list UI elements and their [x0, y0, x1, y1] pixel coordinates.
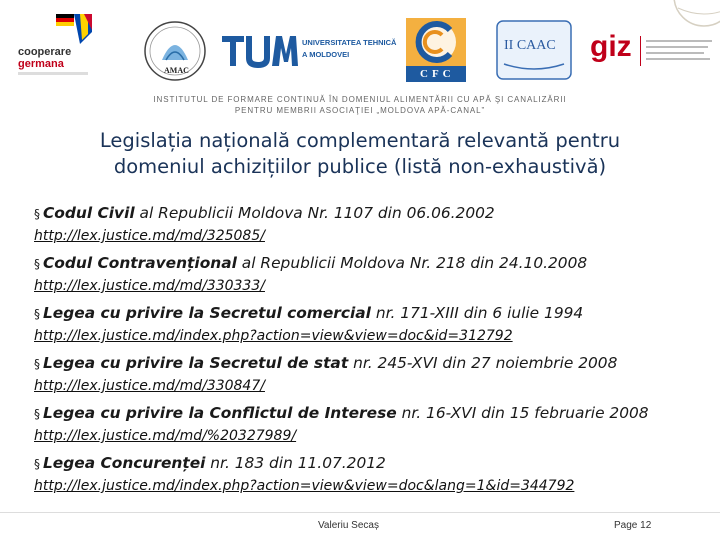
utm-line1: UNIVERSITATEA TEHNICĂ [302, 38, 397, 47]
item-title: Legea cu privire la Secretul de stat [43, 354, 349, 372]
law-link[interactable]: http://lex.justice.md/md/330847/ [34, 378, 265, 394]
item-details: nr. 171-XIII din 6 iulie 1994 [370, 304, 584, 322]
iicaac-logo [496, 20, 572, 80]
legislation-list [34, 202, 710, 502]
institute-line2: PENTRU MEMBRII ASOCIAŢIEI „MOLDOVA APĂ-CANAL” [234, 106, 486, 115]
bullet-icon: § [34, 457, 40, 471]
law-link[interactable]: http://lex.justice.md/md/330333/ [34, 278, 265, 294]
footer-author: Valeriu Secaș [318, 520, 379, 531]
utm-emblem-icon [222, 32, 298, 70]
amac-label: AMAC [164, 66, 189, 75]
footer-page-number: Page 12 [614, 520, 652, 531]
slide-title [20, 128, 700, 180]
list-item [34, 202, 710, 252]
bullet-icon: § [34, 257, 40, 271]
item-title: Codul Civil [43, 204, 135, 222]
cooperare-line2: germana [18, 58, 64, 70]
list-item [34, 302, 710, 352]
item-details: nr. 183 din 11.07.2012 [205, 454, 386, 472]
bullet-icon: § [34, 357, 40, 371]
item-details: al Republicii Moldova Nr. 1107 din 06.06.2002 [134, 204, 495, 222]
list-item [34, 352, 710, 402]
list-item [34, 452, 710, 502]
utm-line2: A MOLDOVEI [302, 50, 350, 59]
item-details: nr. 16-XVI din 15 februarie 2008 [396, 404, 649, 422]
item-details: al Republicii Moldova Nr. 218 din 24.10.2008 [236, 254, 588, 272]
list-item [34, 402, 710, 452]
title-line2: domeniul achizițiilor publice (listă non-exhaustivă) [113, 155, 607, 178]
law-link[interactable]: http://lex.justice.md/md/325085/ [34, 228, 265, 244]
title-line1: Legislația națională complementară relevantă pentru [99, 129, 621, 152]
item-title: Legea cu privire la Conflictul de Interese [43, 404, 397, 422]
amac-logo [142, 20, 208, 82]
giz-wordmark: giz [590, 30, 632, 63]
bullet-icon: § [34, 307, 40, 321]
list-item [34, 252, 710, 302]
cfc-logo [404, 16, 468, 84]
institute-line1: INSTITUTUL DE FORMARE CONTINUĂ ÎN DOMENIUL ALIMENTĂRII CU APĂ ŞI CANALIZĂRII [153, 95, 567, 104]
law-link[interactable]: http://lex.justice.md/index.php?action=view&view=doc&lang=1&id=344792 [34, 478, 575, 494]
bullet-icon: § [34, 407, 40, 421]
globe-watermark-icon [664, 0, 720, 30]
law-link[interactable]: http://lex.justice.md/index.php?action=view&view=doc&id=312792 [34, 328, 513, 344]
institute-caption [140, 94, 580, 116]
cooperare-line1: cooperare [18, 46, 72, 58]
utm-logo [222, 32, 402, 72]
footer-divider [0, 512, 720, 513]
iicaac-label: II CAAC [504, 38, 556, 53]
item-title: Legea Concurenței [43, 454, 206, 472]
law-link[interactable]: http://lex.justice.md/md/%20327989/ [34, 428, 297, 444]
item-title: Legea cu privire la Secretul comercial [43, 304, 371, 322]
giz-logo [590, 30, 718, 76]
logo-bar [0, 0, 720, 92]
cooperare-germana-logo [18, 14, 110, 80]
item-title: Codul Contravențional [43, 254, 237, 272]
cfc-label: CFC [420, 68, 455, 80]
bullet-icon: § [34, 207, 40, 221]
item-details: nr. 245-XVI din 27 noiembrie 2008 [348, 354, 618, 372]
